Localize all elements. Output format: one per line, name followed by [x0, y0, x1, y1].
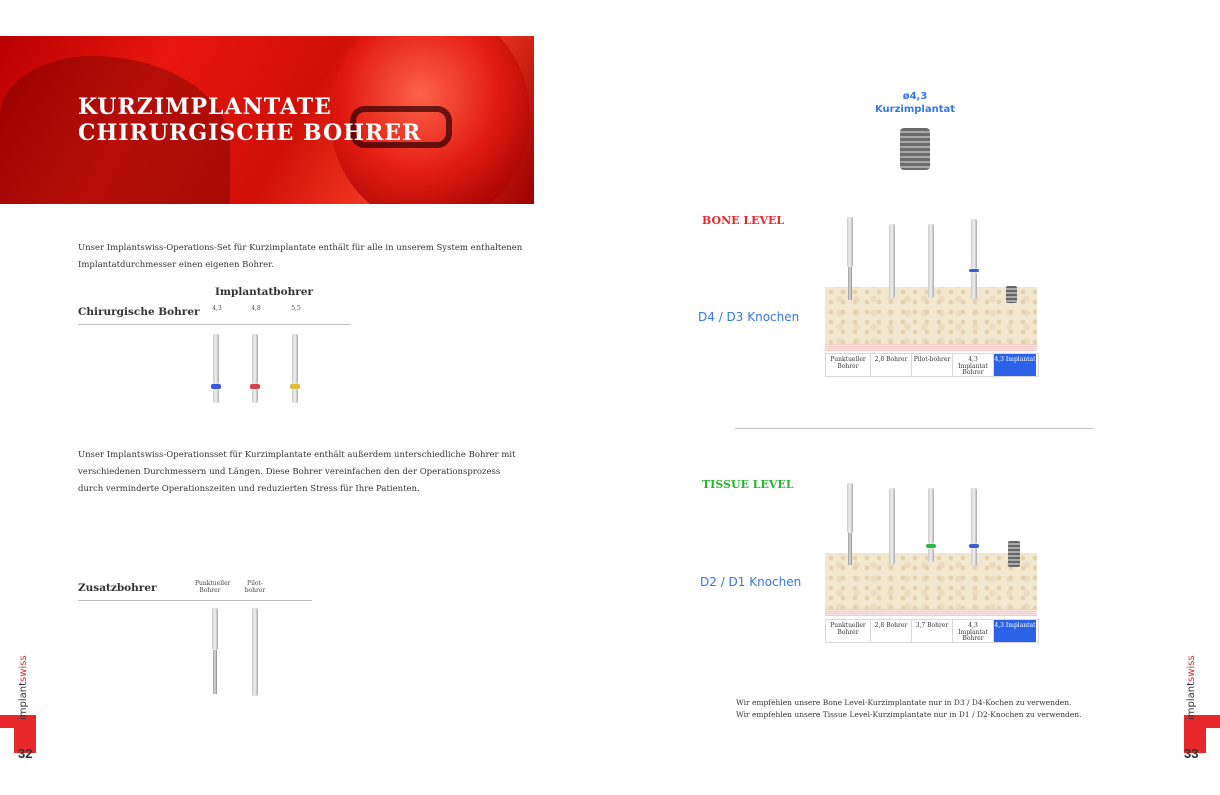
tl-cell-5: 4,3 Implantat: [994, 620, 1036, 642]
tl-drill-punktueller: [845, 483, 855, 567]
recommendation-line1: Wir empfehlen unsere Bone Level-Kurzimplantate nur in D3 / D4-Kochen zu verwenden.: [736, 698, 1072, 707]
implant-size: ø4,3: [902, 91, 928, 102]
page-number-right: 33: [1184, 746, 1199, 761]
brand-left: [18, 655, 29, 720]
brand-right: [1186, 655, 1197, 720]
hero-title: [78, 94, 421, 146]
bl-cell-2: 2,8 Bohrer: [871, 354, 912, 376]
drill-5-5: [290, 334, 300, 406]
brand-left-swiss: swiss: [18, 655, 29, 682]
bl-drill-pilot: [926, 224, 936, 300]
drill-4-3: [211, 334, 221, 406]
brand-right-swiss: swiss: [1186, 655, 1197, 682]
bl-cell-1: Punktueller Bohrer: [826, 354, 871, 376]
implant-image: [900, 128, 930, 170]
brand-right-implant: implant: [1186, 681, 1197, 720]
implant-top-label: [860, 90, 970, 116]
hero-title-line2: CHIRURGISCHE BOHRER: [78, 120, 422, 146]
bl-implant: [1006, 286, 1017, 303]
tl-drill-2-8: [887, 488, 897, 566]
tl-cell-4: 4,3 Implantat Bohrer: [953, 620, 994, 642]
drill-pilot: [250, 608, 260, 698]
bl-cell-3: Pilot-bohrer: [912, 354, 953, 376]
hero-title-line1: KURZIMPLANTATE: [78, 94, 332, 120]
bone-level-gum: [825, 344, 1037, 351]
column-4-3: 4,3: [212, 305, 222, 312]
brand-left-implant: implant: [18, 681, 29, 720]
zusatz-rule: [78, 600, 312, 601]
intro-text: Unser Implantswiss-Operations-Set für Kurzimplantate enthält für alle in unserem System enthaltenen Implantatdurchmesser einen eigenen Bohrer.: [78, 243, 523, 270]
tissue-level-title: TISSUE LEVEL: [702, 478, 794, 491]
implant-name: Kurzimplantat: [874, 104, 956, 115]
tl-cell-2: 2,8 Bohrer: [871, 620, 912, 642]
drill-punktueller: [210, 608, 220, 696]
bone-level-title: BONE LEVEL: [702, 214, 785, 227]
tl-cell-3: 3,7 Bohrer: [912, 620, 953, 642]
implantatbohrer-heading: Implantatbohrer: [215, 286, 314, 298]
right-divider: [735, 428, 1093, 429]
bl-cell-4: 4,3 Implantat Bohrer: [953, 354, 994, 376]
bl-cell-5: 4,3 Implantat: [994, 354, 1036, 376]
zusatz-col-pilot: Pilot-bohrer: [244, 580, 266, 594]
zusatz-col-punktueller: Punktueller Bohrer: [195, 580, 231, 594]
tissue-level-gum: [825, 609, 1037, 616]
body-text: Unser Implantswiss-Operationsset für Kurzimplantate enthält außerdem unterschiedliche Bohrer mit verschiedenen Durchmessern und Längen. Diese Bohrer vereinfachen den der Operationsprozess durch verminderte Operationszeiten und reduzierten Stress für Ihre Patienten.: [78, 450, 516, 494]
left-corner-notch: [0, 728, 14, 753]
tl-cell-1: Punktueller Bohrer: [826, 620, 871, 642]
tl-implant: [1008, 541, 1020, 567]
right-corner-notch: [1206, 728, 1220, 753]
chirurgische-bohrer-label: Chirurgische Bohrer: [78, 306, 200, 318]
bone-level-knochen: D4 / D3 Knochen: [698, 310, 800, 324]
hero-banner: [0, 36, 534, 204]
tl-drill-implantat: [969, 488, 979, 568]
bl-drill-2-8: [887, 224, 897, 300]
bone-level-table: [825, 353, 1039, 377]
page-number-left: 32: [18, 746, 33, 761]
recommendation: [736, 697, 1082, 721]
zusatzbohrer-label: Zusatzbohrer: [78, 582, 157, 594]
drill-4-8: [250, 334, 260, 406]
column-4-8: 4,8: [251, 305, 261, 312]
bl-drill-implantat: [969, 219, 979, 301]
tissue-level-knochen: D2 / D1 Knochen: [700, 575, 802, 589]
tl-drill-3-7: [926, 488, 936, 564]
tissue-level-table: [825, 619, 1039, 643]
column-5-5: 5,5: [291, 305, 301, 312]
recommendation-line2: Wir empfehlen unsere Tissue Level-Kurzimplantate nur in D1 / D2-Knochen zu verwenden.: [736, 710, 1082, 719]
chirurgische-rule: [78, 324, 350, 325]
bl-drill-punktueller: [845, 217, 855, 302]
